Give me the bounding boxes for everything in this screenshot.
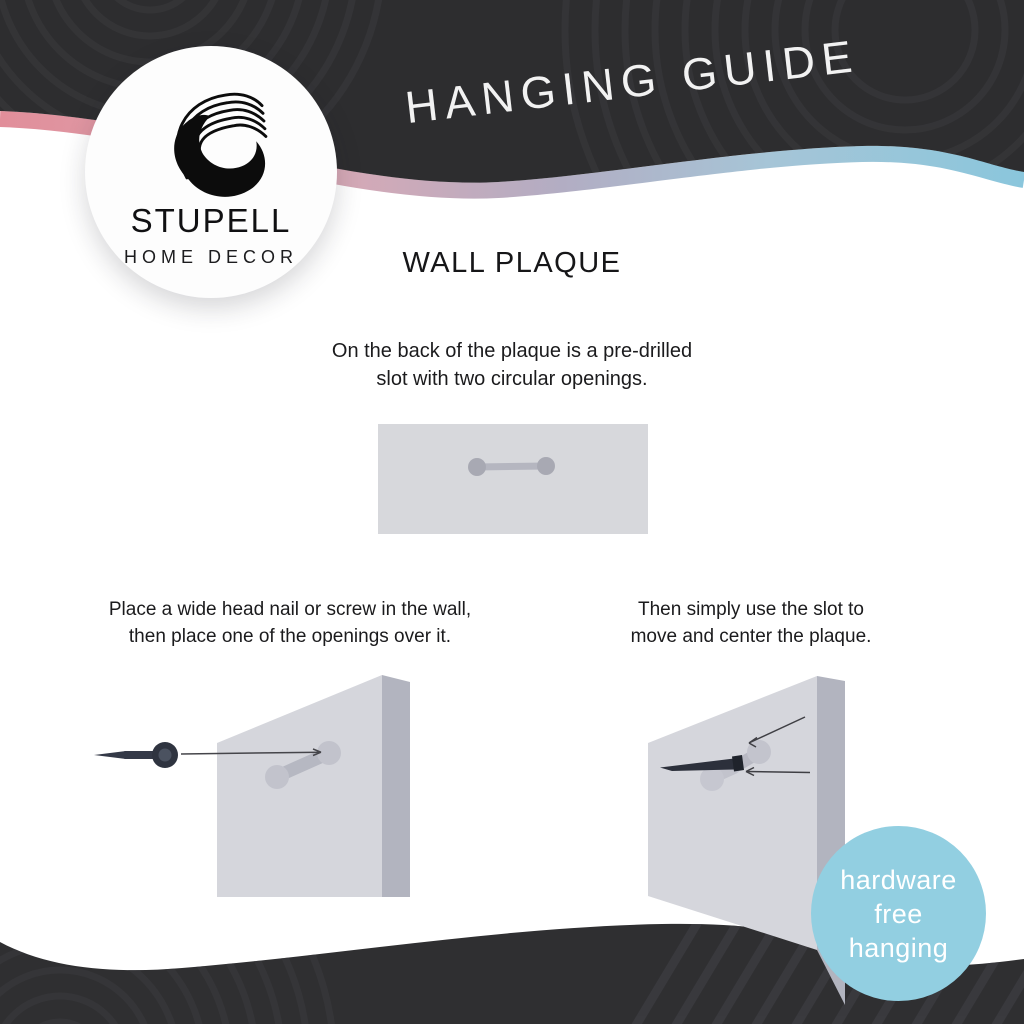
step-1-line-1: Place a wide head nail or screw in the wall, — [108, 599, 472, 620]
wall-panel-edge — [382, 675, 410, 897]
step-2-line-1: Then simply use the slot to — [638, 599, 864, 620]
intro-line-2: slot with two circular openings. — [376, 368, 648, 390]
intro-line-1: On the back of the plaque is a pre-drilled — [331, 340, 693, 362]
intro-text — [0, 337, 1024, 393]
slot-opening-lower — [265, 765, 289, 789]
slot-opening-lower — [700, 767, 724, 791]
hardware-free-badge — [811, 826, 986, 1001]
step-2-line-2: move and center the plaque. — [630, 626, 872, 647]
wall-panel-front — [217, 675, 382, 897]
badge-line-2: free — [874, 898, 923, 929]
keyhole-slot-bar — [477, 466, 546, 467]
wall-panel-front — [648, 676, 817, 950]
brand-name: STUPELL — [130, 202, 292, 239]
step-2-caption — [570, 596, 932, 650]
badge-line-1: hardware — [840, 864, 957, 895]
step-1-diagram — [80, 663, 420, 913]
step-1-line-2: then place one of the openings over it. — [128, 626, 452, 647]
nail-icon — [94, 742, 178, 768]
brand-tagline: HOME DECOR — [123, 247, 298, 267]
slot-opening-left — [468, 458, 486, 476]
badge-line-3: hanging — [848, 932, 949, 963]
stupell-s-logo-icon — [148, 70, 274, 200]
plaque-back-diagram — [378, 424, 648, 534]
slot-opening-right — [537, 457, 555, 475]
page-title: HANGING GUIDE — [402, 29, 862, 134]
plaque-back-panel — [378, 424, 648, 534]
page-subtitle: WALL PLAQUE — [402, 247, 622, 279]
step-1-caption — [60, 596, 520, 650]
